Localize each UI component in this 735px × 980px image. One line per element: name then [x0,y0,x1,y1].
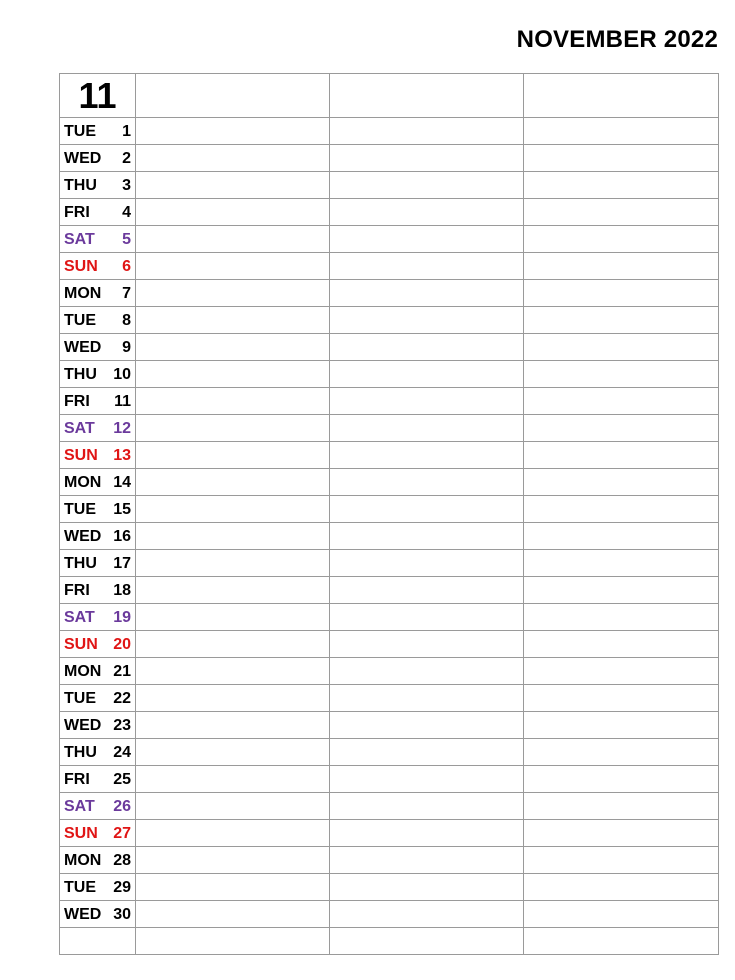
notes-cell[interactable] [524,74,719,118]
day-name: THU [64,177,97,194]
day-name: SUN [64,447,98,464]
day-name: FRI [64,204,90,221]
notes-cell[interactable] [330,496,524,523]
day-number: 16 [113,528,131,545]
notes-cell[interactable] [136,118,330,145]
notes-cell[interactable] [524,361,719,388]
day-row [60,820,719,847]
notes-cell[interactable] [60,928,136,955]
day-label-cell [60,388,136,415]
day-label-cell [60,712,136,739]
notes-cell[interactable] [330,793,524,820]
notes-cell[interactable] [330,74,524,118]
day-name: MON [64,285,102,302]
day-label-cell [60,847,136,874]
day-name: FRI [64,393,90,410]
notes-cell[interactable] [136,388,330,415]
day-number: 26 [113,798,131,815]
day-row [60,523,719,550]
notes-cell[interactable] [524,928,719,955]
day-label-cell [60,334,136,361]
day-name: FRI [64,582,90,599]
notes-cell[interactable] [330,334,524,361]
notes-cell[interactable] [330,388,524,415]
day-label-cell [60,766,136,793]
day-number: 27 [113,825,131,842]
notes-cell[interactable] [330,712,524,739]
notes-cell[interactable] [136,199,330,226]
notes-cell[interactable] [330,631,524,658]
day-label-cell [60,685,136,712]
day-row [60,145,719,172]
notes-cell[interactable] [136,766,330,793]
day-row [60,685,719,712]
notes-cell[interactable] [136,307,330,334]
day-name: WED [64,150,102,167]
notes-cell[interactable] [524,874,719,901]
day-label-cell [60,442,136,469]
notes-cell[interactable] [524,766,719,793]
notes-cell[interactable] [524,469,719,496]
day-name: FRI [64,771,90,788]
notes-cell[interactable] [136,496,330,523]
day-row [60,199,719,226]
day-label-cell [60,415,136,442]
notes-cell[interactable] [524,145,719,172]
day-number: 2 [122,150,131,167]
day-number: 18 [113,582,131,599]
day-label-cell [60,172,136,199]
notes-cell[interactable] [524,847,719,874]
day-label-cell [60,361,136,388]
notes-cell[interactable] [330,901,524,928]
notes-cell[interactable] [136,658,330,685]
day-label-cell [60,901,136,928]
notes-cell[interactable] [524,388,719,415]
notes-cell[interactable] [524,577,719,604]
notes-cell[interactable] [524,334,719,361]
notes-cell[interactable] [330,577,524,604]
notes-cell[interactable] [136,874,330,901]
day-number: 25 [113,771,131,788]
notes-cell[interactable] [524,658,719,685]
notes-cell[interactable] [524,172,719,199]
day-row [60,550,719,577]
day-name: SAT [64,798,95,815]
day-number: 15 [113,501,131,518]
notes-cell[interactable] [524,550,719,577]
notes-cell[interactable] [136,415,330,442]
notes-cell[interactable] [524,523,719,550]
day-label-cell [60,496,136,523]
day-number: 4 [122,204,131,221]
day-name: TUE [64,879,96,896]
notes-cell[interactable] [136,523,330,550]
day-row [60,253,719,280]
day-label-cell [60,874,136,901]
notes-cell[interactable] [330,658,524,685]
day-number: 24 [113,744,131,761]
day-row [60,631,719,658]
day-row [60,712,719,739]
day-name: TUE [64,501,96,518]
notes-cell[interactable] [330,118,524,145]
notes-cell[interactable] [136,685,330,712]
day-row [60,739,719,766]
notes-cell[interactable] [330,766,524,793]
notes-cell[interactable] [136,712,330,739]
month-number: 11 [60,74,136,118]
notes-cell[interactable] [136,928,330,955]
day-name: SAT [64,231,95,248]
notes-cell[interactable] [136,253,330,280]
day-name: SAT [64,420,95,437]
notes-cell[interactable] [330,199,524,226]
day-label-cell [60,739,136,766]
planner-grid [59,73,719,955]
day-label-cell [60,307,136,334]
day-name: SUN [64,258,98,275]
notes-cell[interactable] [136,739,330,766]
day-row [60,577,719,604]
day-number: 22 [113,690,131,707]
day-row [60,280,719,307]
notes-cell[interactable] [136,74,330,118]
notes-cell[interactable] [136,280,330,307]
day-label-cell [60,280,136,307]
day-name: THU [64,555,97,572]
day-number: 12 [113,420,131,437]
notes-cell[interactable] [330,307,524,334]
notes-cell[interactable] [136,631,330,658]
notes-cell[interactable] [330,469,524,496]
notes-cell[interactable] [524,415,719,442]
day-name: THU [64,366,97,383]
day-number: 19 [113,609,131,626]
day-name: MON [64,474,102,491]
notes-cell[interactable] [330,604,524,631]
day-number: 23 [113,717,131,734]
day-label-cell [60,118,136,145]
notes-cell[interactable] [330,685,524,712]
day-number: 14 [113,474,131,491]
day-name: SUN [64,636,98,653]
day-name: WED [64,339,102,356]
day-row [60,226,719,253]
day-label-cell [60,793,136,820]
notes-cell[interactable] [330,523,524,550]
day-number: 17 [113,555,131,572]
notes-cell[interactable] [524,226,719,253]
day-row [60,793,719,820]
notes-cell[interactable] [524,118,719,145]
notes-cell[interactable] [524,793,719,820]
notes-cell[interactable] [136,577,330,604]
notes-cell[interactable] [524,604,719,631]
notes-cell[interactable] [330,739,524,766]
notes-cell[interactable] [136,550,330,577]
day-number: 11 [114,393,131,410]
day-label-cell [60,631,136,658]
notes-cell[interactable] [136,226,330,253]
day-row [60,442,719,469]
day-label-cell [60,550,136,577]
day-number: 9 [122,339,131,356]
day-number: 1 [122,123,131,140]
day-row [60,496,719,523]
day-row [60,307,719,334]
day-name: TUE [64,690,96,707]
notes-cell[interactable] [330,550,524,577]
notes-cell[interactable] [330,928,524,955]
day-label-cell [60,199,136,226]
day-row [60,874,719,901]
notes-cell[interactable] [330,172,524,199]
day-label-cell [60,253,136,280]
notes-cell[interactable] [330,415,524,442]
notes-cell[interactable] [330,280,524,307]
notes-cell[interactable] [136,334,330,361]
notes-cell[interactable] [524,496,719,523]
notes-cell[interactable] [524,253,719,280]
notes-cell[interactable] [524,307,719,334]
day-number: 10 [113,366,131,383]
notes-cell[interactable] [330,226,524,253]
day-number: 3 [122,177,131,194]
day-number: 20 [113,636,131,653]
day-name: TUE [64,312,96,329]
notes-cell[interactable] [136,820,330,847]
day-name: THU [64,744,97,761]
notes-cell[interactable] [330,145,524,172]
notes-cell[interactable] [524,199,719,226]
day-number: 30 [113,906,131,923]
notes-cell[interactable] [524,739,719,766]
notes-cell[interactable] [136,442,330,469]
notes-cell[interactable] [330,874,524,901]
day-row [60,415,719,442]
day-row [60,361,719,388]
day-number: 7 [122,285,131,302]
day-name: WED [64,906,102,923]
day-label-cell [60,577,136,604]
day-number: 8 [122,312,131,329]
day-label-cell [60,145,136,172]
day-row [60,334,719,361]
header-row [60,74,719,118]
day-number: 5 [122,231,131,248]
notes-cell[interactable] [136,469,330,496]
notes-cell[interactable] [136,793,330,820]
day-number: 21 [113,663,131,680]
notes-cell[interactable] [136,361,330,388]
day-row [60,901,719,928]
notes-cell[interactable] [136,172,330,199]
day-label-cell [60,523,136,550]
day-row [60,388,719,415]
blank-row [60,928,719,955]
day-label-cell [60,604,136,631]
notes-cell[interactable] [524,280,719,307]
day-row [60,118,719,145]
notes-cell[interactable] [524,712,719,739]
day-name: MON [64,663,102,680]
day-name: MON [64,852,102,869]
notes-cell[interactable] [136,901,330,928]
notes-cell[interactable] [330,442,524,469]
day-number: 29 [113,879,131,896]
notes-cell[interactable] [330,361,524,388]
day-name: WED [64,528,102,545]
day-name: SAT [64,609,95,626]
page-title: NOVEMBER 2022 [516,26,718,53]
notes-cell[interactable] [136,604,330,631]
day-label-cell [60,469,136,496]
day-label-cell [60,820,136,847]
day-number: 28 [113,852,131,869]
notes-cell[interactable] [136,847,330,874]
day-number: 6 [122,258,131,275]
day-label-cell [60,658,136,685]
day-row [60,604,719,631]
day-row [60,469,719,496]
notes-cell[interactable] [330,847,524,874]
day-row [60,847,719,874]
day-label-cell [60,226,136,253]
notes-cell[interactable] [136,145,330,172]
notes-cell[interactable] [330,820,524,847]
notes-cell[interactable] [524,685,719,712]
notes-cell[interactable] [524,631,719,658]
day-row [60,658,719,685]
notes-cell[interactable] [330,253,524,280]
day-row [60,766,719,793]
day-row [60,172,719,199]
notes-cell[interactable] [524,820,719,847]
notes-cell[interactable] [524,901,719,928]
day-name: WED [64,717,102,734]
day-number: 13 [113,447,131,464]
day-name: SUN [64,825,98,842]
notes-cell[interactable] [524,442,719,469]
day-name: TUE [64,123,96,140]
